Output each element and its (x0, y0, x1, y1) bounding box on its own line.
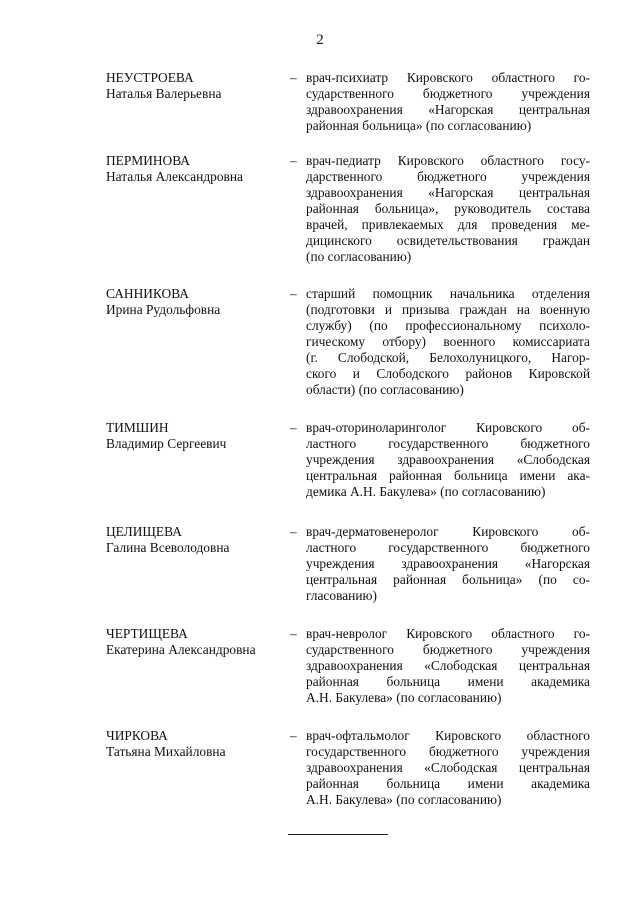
dash-separator: – (290, 524, 297, 539)
position-line: центральная районная больница» (по со- (306, 572, 590, 587)
position-line: (по согласованию) (306, 249, 412, 264)
position-line: врач-невролог Кировского областного го- (306, 626, 590, 641)
member-surname: САННИКОВА (106, 286, 189, 301)
position-line: здравоохранения «Слободская центральная (306, 760, 590, 775)
member-given-name: Татьяна Михайловна (106, 744, 226, 759)
dash-separator: – (290, 728, 297, 743)
position-line: дарственного бюджетного учреждения (306, 169, 590, 184)
position-line: здравоохранения «Нагорская центральная (306, 185, 590, 200)
member-position (306, 420, 590, 500)
dash-separator: – (290, 70, 297, 85)
position-line: врач-педиатр Кировского областного госу- (306, 153, 590, 168)
member-position (306, 626, 590, 706)
position-line: службу) (по профессиональному психоло- (306, 318, 590, 333)
member-name (106, 728, 286, 760)
member-surname: НЕУСТРОЕВА (106, 70, 194, 85)
position-line: районная больница имени академика (306, 674, 590, 689)
dash-separator: – (290, 420, 297, 435)
member-name (106, 626, 286, 658)
dash-separator: – (290, 286, 297, 301)
position-line: ластного государственного бюджетного (306, 436, 590, 451)
member-name (106, 286, 286, 318)
position-line: дицинского освидетельствования граждан (306, 233, 590, 248)
position-line: здравоохранения «Слободская центральная (306, 658, 590, 673)
member-surname: ЦЕЛИЩЕВА (106, 524, 182, 539)
position-line: гласованию) (306, 588, 377, 603)
position-line: (подготовки и призыва граждан на военную (306, 302, 590, 317)
position-line: гическому отбору) военного комиссариата (306, 334, 590, 349)
closing-rule (288, 834, 388, 835)
member-surname: ТИМШИН (106, 420, 169, 435)
member-name (106, 70, 286, 102)
member-given-name: Екатерина Александровна (106, 642, 256, 657)
position-line: здравоохранения «Нагорская центральная (306, 102, 590, 117)
member-position (306, 70, 590, 134)
member-position (306, 153, 590, 265)
position-line: ского и Слободского районов Кировской (306, 366, 590, 381)
member-surname: ЧЕРТИЩЕВА (106, 626, 188, 641)
member-given-name: Владимир Сергеевич (106, 436, 227, 451)
member-position (306, 728, 590, 808)
position-line: области) (по согласованию) (306, 382, 464, 397)
page-number: 2 (316, 32, 324, 48)
member-name (106, 153, 286, 185)
member-surname: ПЕРМИНОВА (106, 153, 190, 168)
position-line: районная больница» (по согласованию) (306, 118, 532, 133)
position-line: районная больница имени академика (306, 776, 590, 791)
position-line: (г. Слободской, Белохолуницкого, Нагор- (306, 350, 590, 365)
position-line: врач-оториноларинголог Кировского об- (306, 420, 590, 435)
position-line: государственного бюджетного учреждения (306, 744, 590, 759)
member-name (106, 420, 286, 452)
position-line: сударственного бюджетного учреждения (306, 86, 590, 101)
member-given-name: Ирина Рудольфовна (106, 302, 221, 317)
position-line: врач-психиатр Кировского областного го- (306, 70, 590, 85)
position-line: учреждения здравоохранения «Нагорская (306, 556, 590, 571)
member-position (306, 286, 590, 398)
member-position (306, 524, 590, 604)
dash-separator: – (290, 153, 297, 168)
member-name (106, 524, 286, 556)
position-line: ластного государственного бюджетного (306, 540, 590, 555)
member-given-name: Галина Всеволодовна (106, 540, 230, 555)
member-surname: ЧИРКОВА (106, 728, 168, 743)
member-given-name: Наталья Валерьевна (106, 86, 222, 101)
position-line: старший помощник начальника отделения (306, 286, 590, 301)
position-line: врач-дерматовенеролог Кировского об- (306, 524, 590, 539)
position-line: районная больница», руководитель состава (306, 201, 590, 216)
position-line: А.Н. Бакулева» (по согласованию) (306, 792, 502, 807)
position-line: учреждения здравоохранения «Слободская (306, 452, 590, 467)
member-given-name: Наталья Александровна (106, 169, 243, 184)
position-line: сударственного бюджетного учреждения (306, 642, 590, 657)
position-line: центральная районная больница имени ака- (306, 468, 590, 483)
position-line: врачей, привлекаемых для проведения ме- (306, 217, 590, 232)
position-line: А.Н. Бакулева» (по согласованию) (306, 690, 502, 705)
position-line: демика А.Н. Бакулева» (по согласованию) (306, 484, 546, 499)
position-line: врач-офтальмолог Кировского областного (306, 728, 590, 743)
dash-separator: – (290, 626, 297, 641)
